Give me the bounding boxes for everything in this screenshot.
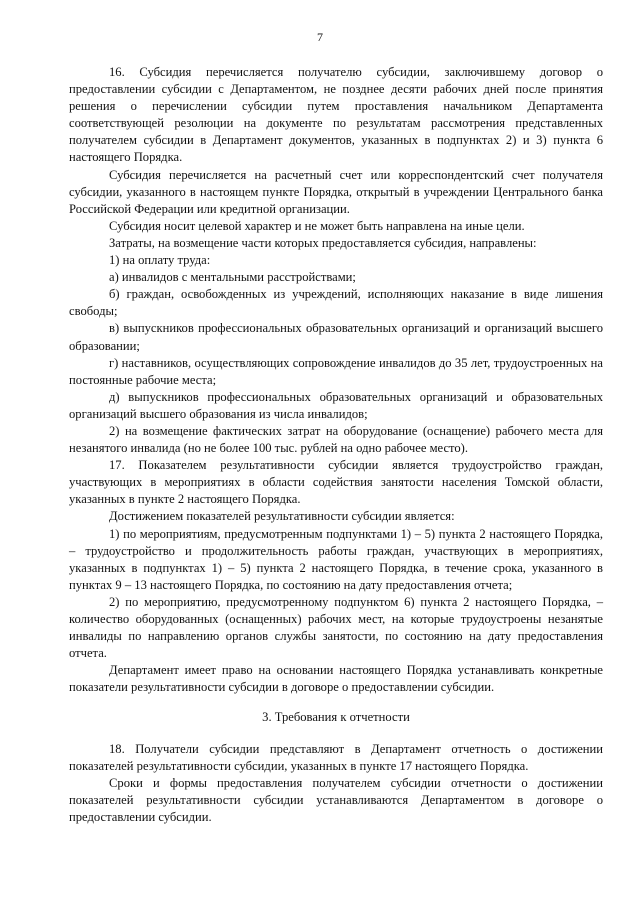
paragraph-18: 18. Получатели субсидии представляют в Департамент отчетность о достижении показателей результативности субсидии, указанных в пункте 17 настоящего Порядка.: [69, 741, 603, 773]
paragraph-16-account: Субсидия перечисляется на расчетный счет или корреспондентский счет получателя субсидии, указанного в настоящем пункте Порядка, открытый в учреждении Центрального банка Российской Федерации или кредитной организации.: [69, 167, 603, 216]
list-item-1: 1) на оплату труда:: [109, 253, 211, 268]
paragraph-16: 16. Субсидия перечисляется получателю субсидии, заключившему договор о предоставлении субсидии с Департаментом, не позднее десяти рабочих дней после принятия решения о перечислении субсидии путем проставления начальником Департамента соответствующей резолюции на документе по результатам рассмотрения представленных получателем субсидии в Департамент документов, указанных в подпунктах 2) и 3) пункта 6 настоящего Порядка.: [69, 65, 603, 165]
list-item-1a: а) инвалидов с ментальными расстройствами;: [109, 270, 356, 285]
page-number: 7: [317, 30, 323, 44]
list-item-2: 2) на возмещение фактических затрат на оборудование (оснащение) рабочего места для незанятого инвалида (но не более 100 тыс. рублей на одно рабочее место).: [69, 423, 603, 456]
paragraph-18-terms: Сроки и формы предоставления получателем субсидии отчетности о достижении показателей результативности субсидии устанавливаются Департаментом в договоре о предоставлении субсидии.: [69, 775, 603, 824]
document-body: [69, 64, 603, 826]
paragraph-16-costs: Затраты, на возмещение части которых предоставляется субсидия, направлены:: [109, 235, 537, 250]
list-item-1b: б) граждан, освобожденных из учреждений, исполняющих наказание в виде лишения свободы;: [69, 287, 603, 319]
list-item-1c: в) выпускников профессиональных образовательных организаций и организаций высшего образовании;: [69, 321, 603, 353]
paragraph-17-achievement: Достижением показателей результативности субсидии является:: [109, 509, 455, 524]
paragraph-16-purpose: Субсидия носит целевой характер и не может быть направлена на иные цели.: [109, 218, 525, 233]
list-item-1e: д) выпускников профессиональных образовательных организаций и образовательных организаций высшего образования из числа инвалидов;: [69, 389, 603, 421]
achievement-item-2: 2) по мероприятию, предусмотренному подпунктом 6) пункта 2 настоящего Порядка, – количество оборудованных (оснащенных) рабочих мест, на которые трудоустроены незанятые инвалиды по направлению органов службы занятости, по состоянию на дату предоставления отчета.: [69, 594, 603, 661]
paragraph-17-department: Департамент имеет право на основании настоящего Порядка устанавливать конкретные показатели результативности субсидии в договоре о предоставлении субсидии.: [69, 663, 603, 695]
paragraph-17: 17. Показателем результативности субсидии является трудоустройство граждан, участвующих в мероприятиях в области содействия занятости населения Томской области, указанных в пункте 2 настоящего Порядка.: [69, 458, 603, 507]
achievement-item-1: 1) по мероприятиям, предусмотренным подпунктами 1) – 5) пункта 2 настоящего Порядка, – трудоустройство и продолжительность работы граждан, участвующих в мероприятиях, указанных в подпунктах 1) – 5) пункта 2 настоящего Порядка, в течение срока, указанного в пунктах 9 – 13 настоящего Порядка, по состоянию на дату предоставления отчета;: [69, 526, 603, 592]
list-item-1d: г) наставников, осуществляющих сопровождение инвалидов до 35 лет, трудоустроенных на постоянные рабочие места;: [69, 355, 603, 387]
section-heading: 3. Требования к отчетности: [262, 710, 410, 725]
